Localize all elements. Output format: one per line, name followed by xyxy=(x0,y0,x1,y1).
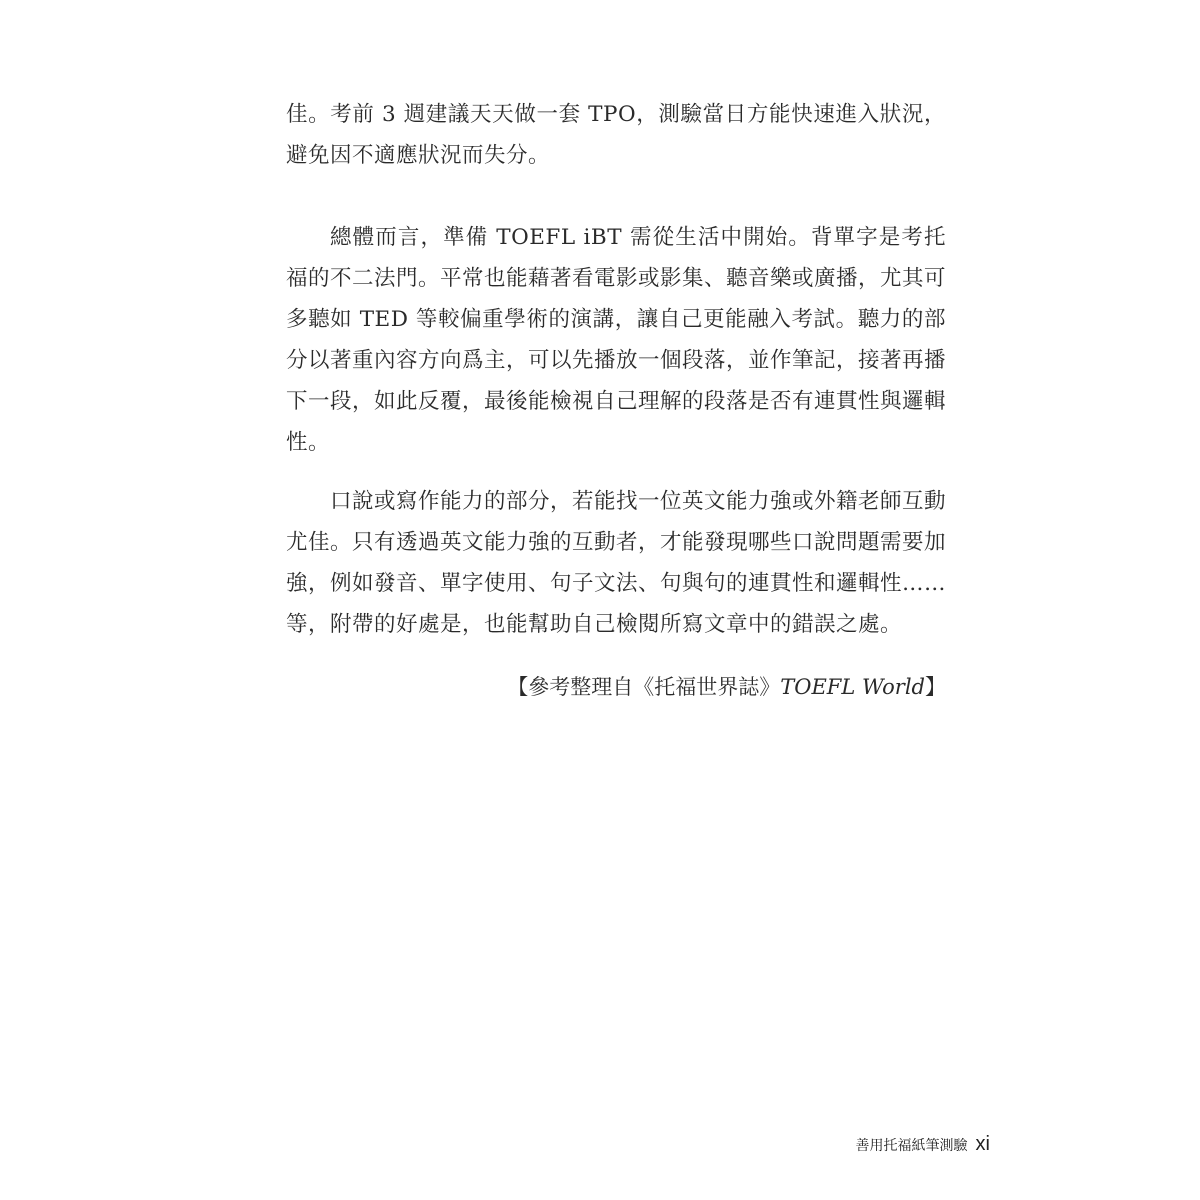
paragraph-continued: 佳。考前 3 週建議天天做一套 TPO，測驗當日方能快速進入狀況，避免因不適應狀況而失分。 xyxy=(286,102,946,168)
page-number: xi xyxy=(975,1133,990,1155)
citation-open-bracket: 【 xyxy=(507,675,529,699)
citation xyxy=(286,667,946,708)
body-text xyxy=(286,94,946,708)
paragraph-speaking-writing: 口說或寫作能力的部分，若能找一位英文能力強或外籍老師互動尤佳。只有透過英文能力強的互動者，才能發現哪些口說問題需要加強，例如發音、單字使用、句子文法、句與句的連貫性和邏輯性……等，附帶的好處是，也能幫助自己檢閱所寫文章中的錯誤之處。 xyxy=(286,489,947,637)
paragraph-preparation: 總體而言，準備 TOEFL iBT 需從生活中開始。背單字是考托福的不二法門。平常也能藉著看電影或影集、聽音樂或廣播，尤其可多聽如 TED 等較偏重學術的演講，讓自己更能融入考試。聽力的部分以著重內容方向爲主，可以先播放一個段落，並作筆記，接著再播下一段，如此反覆，最後能檢視自己理解的段落是否有連貫性與邏輯性。 xyxy=(286,225,947,455)
page-footer xyxy=(856,1133,990,1156)
citation-close-bracket: 】 xyxy=(925,675,946,699)
running-title: 善用托福紙筆測驗 xyxy=(855,1138,968,1154)
citation-prefix: 參考整理自《托福世界誌》 xyxy=(528,675,781,699)
citation-title-en: TOEFL World xyxy=(780,675,925,699)
